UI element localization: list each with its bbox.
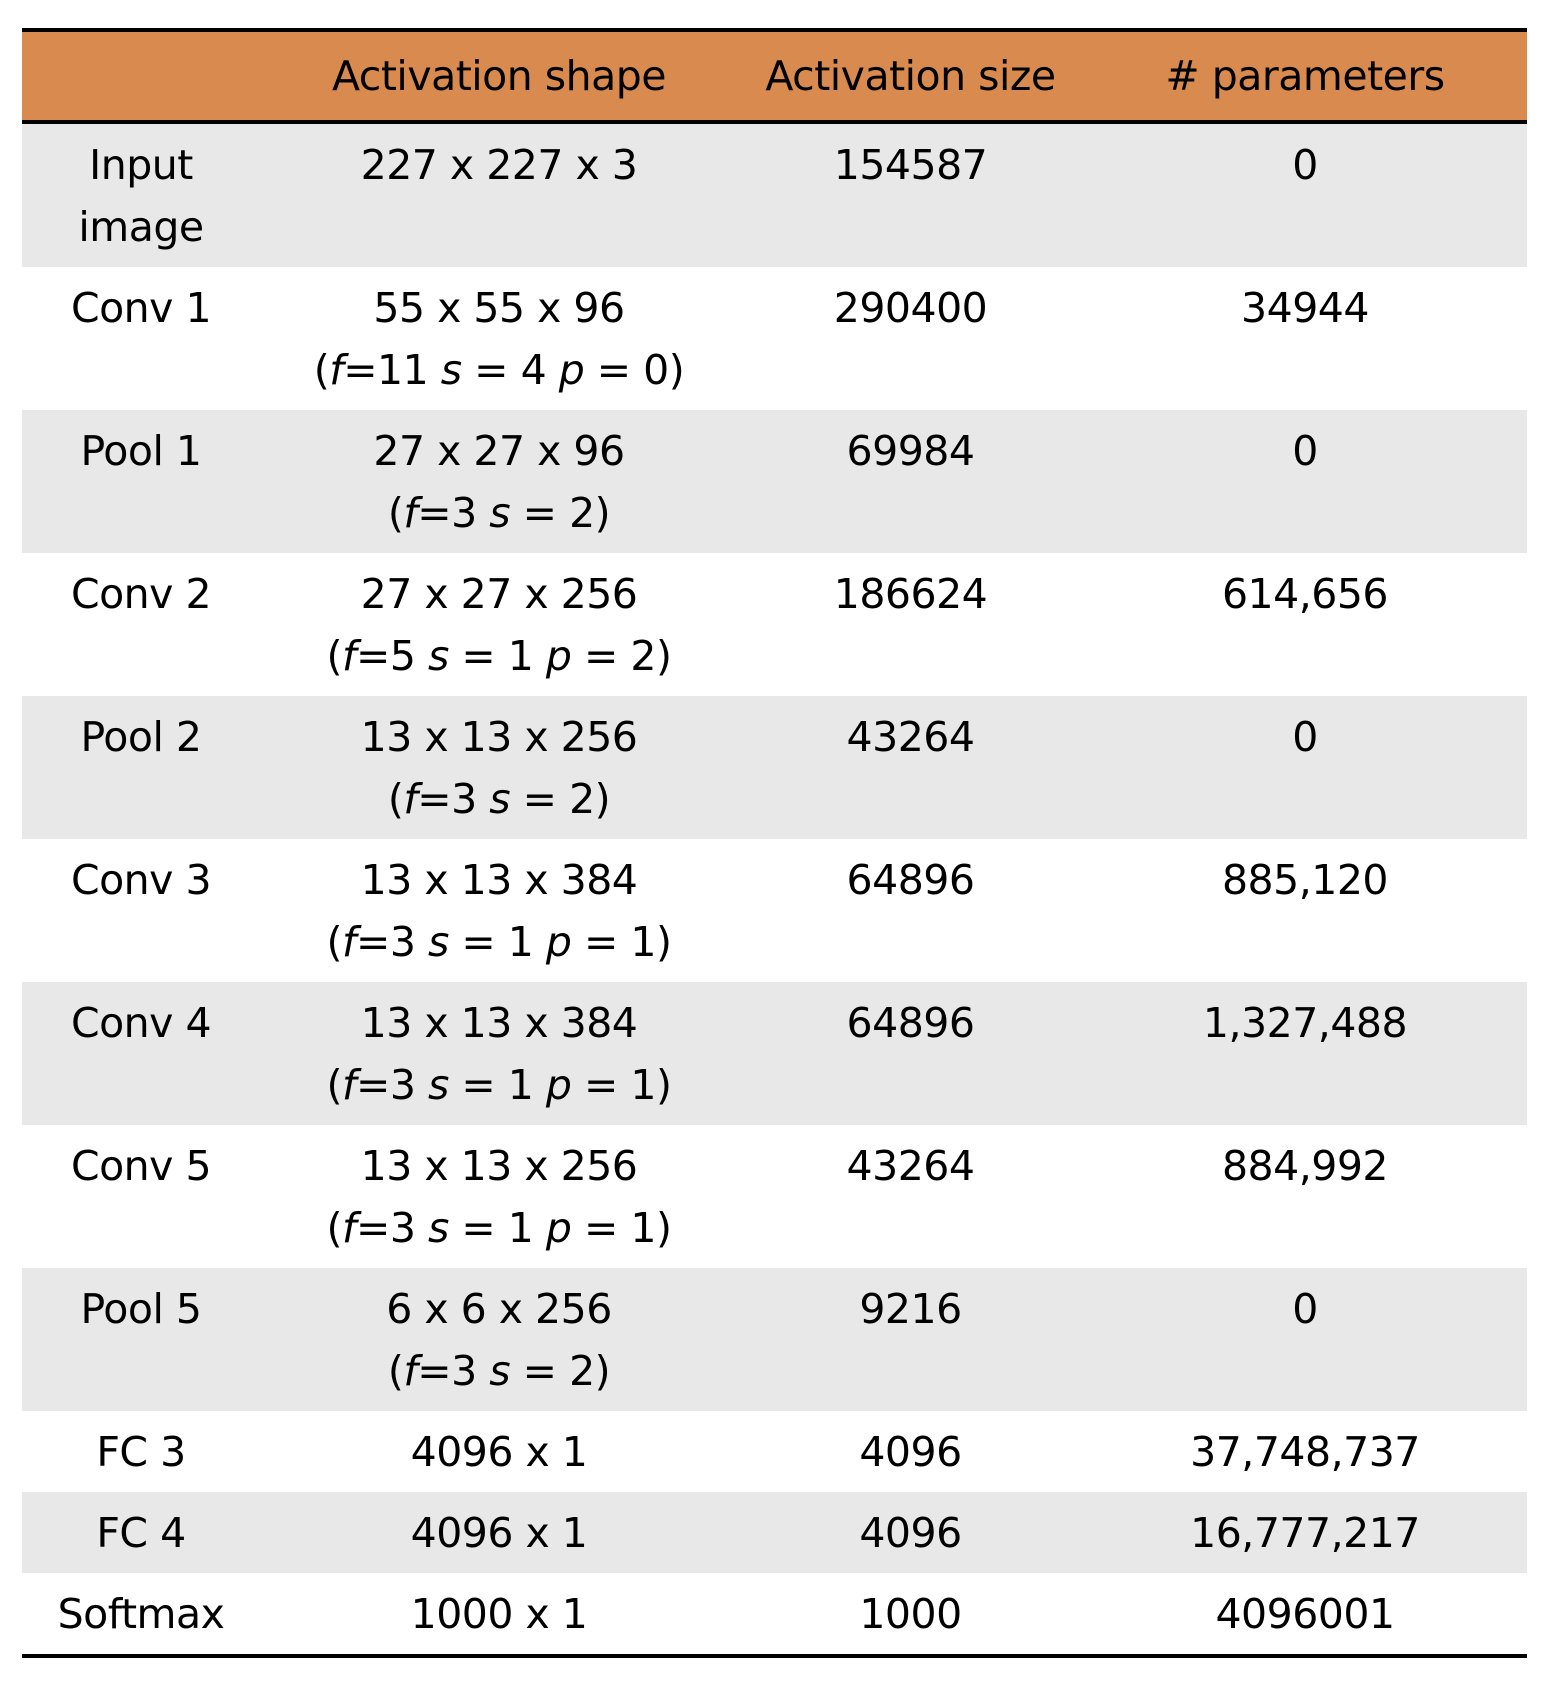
- activation-size-cell: [738, 1411, 1083, 1492]
- activation-shape: 1000 x 1: [410, 1590, 588, 1638]
- layer-name-cell: [22, 696, 260, 839]
- layer-name: Conv 4: [70, 999, 212, 1047]
- parameters-cell: [1083, 696, 1527, 839]
- activation-shape-cell: [260, 267, 738, 410]
- filter-size: 5: [389, 632, 416, 680]
- table-row: [22, 122, 1527, 267]
- parameters-cell: [1083, 553, 1527, 696]
- header-activation-size: Activation size: [738, 30, 1083, 122]
- filter-size: 3: [451, 1347, 477, 1395]
- stride: 1: [507, 1061, 534, 1109]
- activation-size: 4096: [859, 1428, 962, 1476]
- layer-hyperparameters: (f=3 s = 2): [387, 489, 611, 537]
- layer-name-line2: image: [78, 203, 204, 251]
- layer-hyperparameters: (f=5 s = 1 p = 2): [326, 632, 672, 680]
- layer-name: Softmax: [57, 1590, 225, 1638]
- header-row: [22, 30, 1527, 122]
- table-row: [22, 410, 1527, 553]
- activation-size-cell: [738, 1268, 1083, 1411]
- filter-size: 11: [377, 346, 429, 394]
- activation-shape-cell: [260, 410, 738, 553]
- layer-name: Conv 1: [70, 284, 212, 332]
- parameters-cell: [1083, 1411, 1527, 1492]
- activation-size: 290400: [833, 284, 988, 332]
- activation-size: 43264: [846, 713, 975, 761]
- activation-shape-cell: [260, 1573, 738, 1656]
- activation-size-cell: [738, 1573, 1083, 1656]
- parameter-count: 37,748,737: [1190, 1428, 1420, 1476]
- alexnet-layer-table: [22, 28, 1527, 1658]
- stride: 1: [507, 1204, 534, 1252]
- filter-size: 3: [451, 775, 477, 823]
- parameter-count: 16,777,217: [1190, 1509, 1420, 1557]
- activation-size-cell: [738, 982, 1083, 1125]
- layer-name-cell: [22, 1125, 260, 1268]
- activation-shape-cell: [260, 696, 738, 839]
- layer-name-cell: [22, 839, 260, 982]
- filter-size: 3: [389, 918, 416, 966]
- filter-size: 3: [389, 1061, 416, 1109]
- layer-hyperparameters: (f=3 s = 2): [387, 775, 611, 823]
- table-row: [22, 1268, 1527, 1411]
- layer-hyperparameters: (f=3 s = 1 p = 1): [326, 1061, 672, 1109]
- activation-size: 154587: [833, 141, 988, 189]
- activation-size-cell: [738, 839, 1083, 982]
- parameter-count: 0: [1292, 427, 1318, 475]
- parameters-cell: [1083, 1492, 1527, 1573]
- parameter-count: 0: [1292, 141, 1318, 189]
- parameter-count: 1,327,488: [1202, 999, 1408, 1047]
- activation-size-cell: [738, 553, 1083, 696]
- table-row: [22, 1573, 1527, 1656]
- layer-name-cell: [22, 553, 260, 696]
- parameter-count: 0: [1292, 713, 1318, 761]
- stride: 1: [507, 918, 534, 966]
- parameter-count: 34944: [1241, 284, 1369, 332]
- parameter-count: 884,992: [1221, 1142, 1389, 1190]
- activation-shape-cell: [260, 122, 738, 267]
- layer-name: Conv 2: [70, 570, 212, 618]
- activation-shape: 55 x 55 x 96: [373, 284, 625, 332]
- layer-name-cell: [22, 122, 260, 267]
- layer-name: Pool 1: [80, 427, 202, 475]
- parameters-cell: [1083, 410, 1527, 553]
- layer-name: Pool 5: [80, 1285, 202, 1333]
- layer-name-cell: [22, 1573, 260, 1656]
- activation-size: 69984: [846, 427, 975, 475]
- activation-size-cell: [738, 267, 1083, 410]
- activation-shape-cell: [260, 553, 738, 696]
- stride: 2: [569, 1347, 595, 1395]
- activation-size-cell: [738, 122, 1083, 267]
- layer-name-cell: [22, 267, 260, 410]
- alexnet-table-container: [22, 28, 1527, 1658]
- layer-hyperparameters: (f=11 s = 4 p = 0): [313, 346, 685, 394]
- table-row: [22, 1411, 1527, 1492]
- layer-hyperparameters: (f=3 s = 1 p = 1): [326, 918, 672, 966]
- header-activation-shape: Activation shape: [260, 30, 738, 122]
- stride: 1: [507, 632, 534, 680]
- activation-shape-cell: [260, 1411, 738, 1492]
- parameters-cell: [1083, 982, 1527, 1125]
- layer-name-cell: [22, 1492, 260, 1573]
- activation-size: 9216: [859, 1285, 962, 1333]
- padding: 1: [630, 1061, 656, 1109]
- table-row: [22, 1492, 1527, 1573]
- activation-shape-cell: [260, 1492, 738, 1573]
- layer-name: Input: [89, 141, 193, 189]
- activation-size: 1000: [859, 1590, 962, 1638]
- layer-name-cell: [22, 982, 260, 1125]
- padding: 1: [630, 1204, 656, 1252]
- layer-name: FC 3: [96, 1428, 186, 1476]
- layer-hyperparameters: (f=3 s = 1 p = 1): [326, 1204, 672, 1252]
- activation-shape: 4096 x 1: [410, 1428, 588, 1476]
- activation-shape: 13 x 13 x 256: [360, 713, 638, 761]
- table-row: [22, 982, 1527, 1125]
- activation-shape-cell: [260, 982, 738, 1125]
- parameters-cell: [1083, 122, 1527, 267]
- activation-shape: 4096 x 1: [410, 1509, 588, 1557]
- stride: 2: [569, 775, 595, 823]
- padding: 2: [630, 632, 656, 680]
- table-row: [22, 696, 1527, 839]
- layer-hyperparameters: (f=3 s = 2): [387, 1347, 611, 1395]
- stride: 4: [520, 346, 547, 394]
- activation-size: 186624: [833, 570, 988, 618]
- parameters-cell: [1083, 839, 1527, 982]
- parameters-cell: [1083, 1125, 1527, 1268]
- table-header: [22, 30, 1527, 122]
- activation-shape-cell: [260, 1125, 738, 1268]
- activation-shape: 227 x 227 x 3: [360, 141, 638, 189]
- layer-name: Conv 3: [70, 856, 212, 904]
- activation-shape: 27 x 27 x 256: [360, 570, 638, 618]
- padding: 1: [630, 918, 656, 966]
- parameter-count: 885,120: [1221, 856, 1389, 904]
- activation-size-cell: [738, 1492, 1083, 1573]
- stride: 2: [569, 489, 595, 537]
- parameters-cell: [1083, 1573, 1527, 1656]
- filter-size: 3: [389, 1204, 416, 1252]
- activation-size-cell: [738, 696, 1083, 839]
- activation-shape: 6 x 6 x 256: [386, 1285, 612, 1333]
- header-parameters: # parameters: [1083, 30, 1527, 122]
- activation-shape: 13 x 13 x 384: [360, 856, 638, 904]
- filter-size: 3: [451, 489, 477, 537]
- parameter-count: 0: [1292, 1285, 1318, 1333]
- layer-name-cell: [22, 1411, 260, 1492]
- table-row: [22, 839, 1527, 982]
- layer-name: FC 4: [96, 1509, 186, 1557]
- activation-size: 4096: [859, 1509, 962, 1557]
- parameters-cell: [1083, 1268, 1527, 1411]
- activation-shape-cell: [260, 839, 738, 982]
- parameter-count: 4096001: [1215, 1590, 1395, 1638]
- activation-size-cell: [738, 1125, 1083, 1268]
- layer-name-cell: [22, 1268, 260, 1411]
- activation-size: 43264: [846, 1142, 975, 1190]
- activation-shape-cell: [260, 1268, 738, 1411]
- parameters-cell: [1083, 267, 1527, 410]
- activation-size: 64896: [846, 999, 975, 1047]
- layer-name: Conv 5: [70, 1142, 212, 1190]
- table-row: [22, 553, 1527, 696]
- activation-shape: 13 x 13 x 384: [360, 999, 638, 1047]
- layer-name: Pool 2: [80, 713, 202, 761]
- table-row: [22, 1125, 1527, 1268]
- padding: 0: [643, 346, 669, 394]
- header-layer: [22, 30, 260, 122]
- table-row: [22, 267, 1527, 410]
- layer-name-cell: [22, 410, 260, 553]
- parameter-count: 614,656: [1221, 570, 1389, 618]
- activation-size: 64896: [846, 856, 975, 904]
- activation-size-cell: [738, 410, 1083, 553]
- table-body: [22, 122, 1527, 1656]
- activation-shape: 27 x 27 x 96: [373, 427, 625, 475]
- activation-shape: 13 x 13 x 256: [360, 1142, 638, 1190]
